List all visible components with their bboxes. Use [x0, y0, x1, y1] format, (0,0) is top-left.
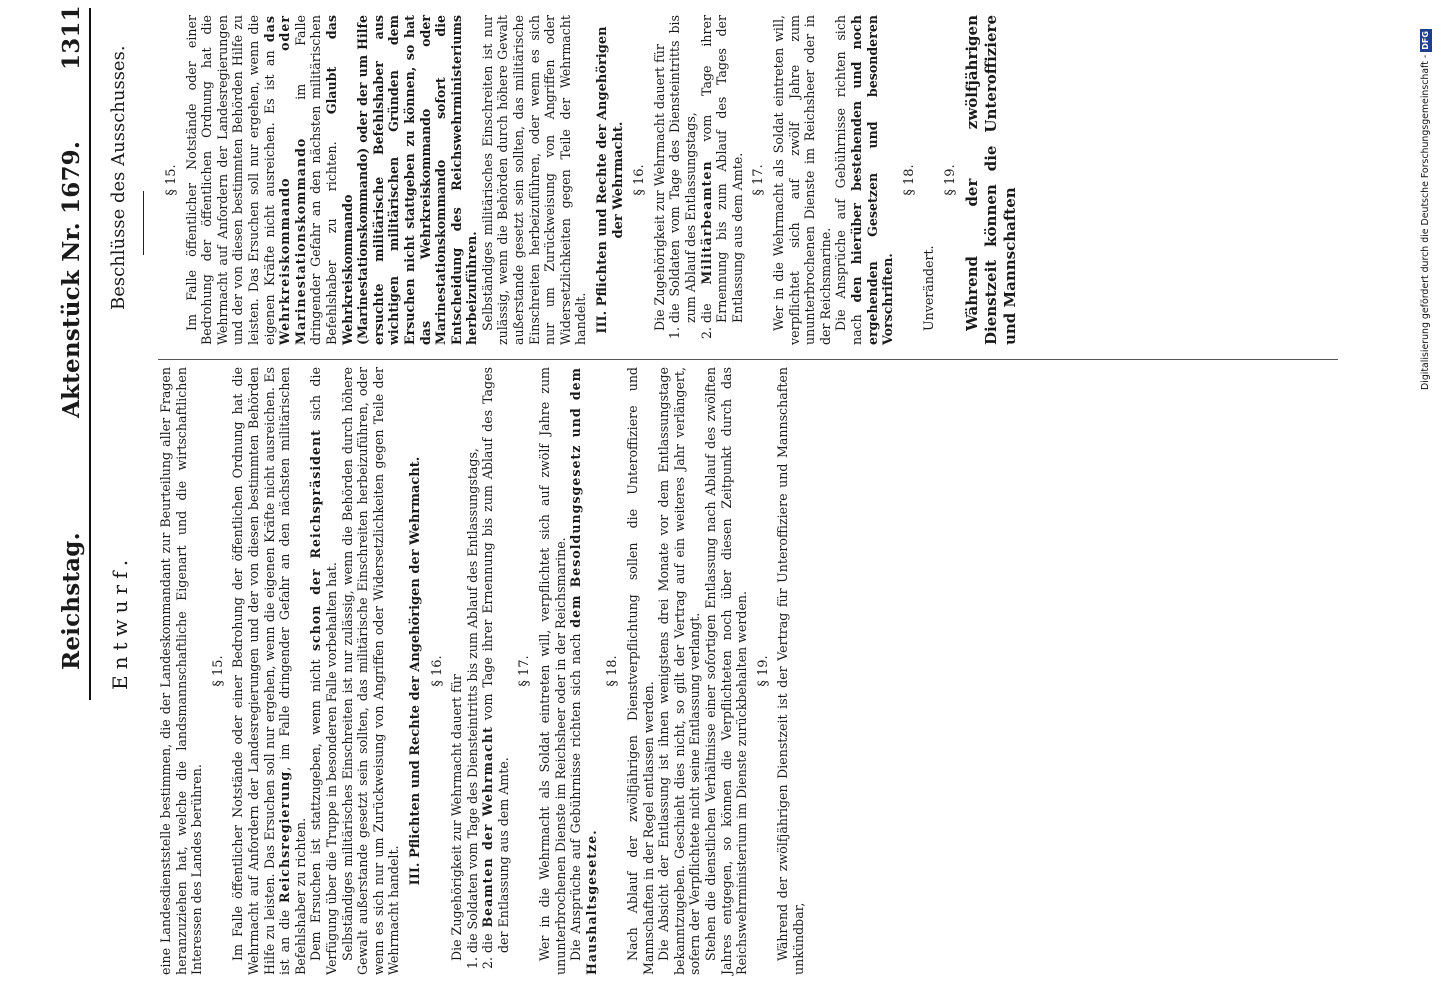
section-18-paragraph-3: Stehen die dienstlichen Verhältnisse einer sofortigen Entlassung nach Ablauf des zwölften Jahres entgegen, so können die Verpflichteten noch über diesen Zeitpunkt durch das Reichswehrministerium im Dienste zurückbehalten werden.	[703, 367, 750, 975]
section-19-paragraph-1: Während der zwölfjährigen Dienstzeit können die Unteroffiziere und Mannschaften	[962, 15, 1019, 345]
left-column	[158, 367, 807, 975]
dfg-logo: DFG	[1420, 31, 1430, 50]
right-column	[158, 15, 1020, 345]
section-17-paragraph-2: Die Ansprüche auf Gebührnisse richten sich nach den hierüber bestehenden und noch ergehenden Gesetzen und besonderen Vorschriften.	[833, 15, 896, 345]
section-16-list	[465, 367, 512, 975]
section-17-paragraph-1: Wer in die Wehrmacht als Soldat eintreten will, verpflichtet sich auf zwölf Jahre zum ununterbrochenen Dienste im Reichsheer oder in der Reichsmarine.	[537, 367, 568, 975]
intro-paragraph: eine Landesdienststelle bestimmen, die der Landeskommandant zur Beurteilung aller Fragen heranzuziehen hat, welche die landsmannschaftliche Eigenart und die wirtschaftlichen Interessen des Landes berühren.	[158, 367, 205, 975]
column-divider	[158, 359, 1338, 360]
header-rule	[89, 8, 91, 700]
list-item: 1. die Soldaten vom Tage des Diensteintritts bis zum Ablauf des Entlassungstags,	[465, 367, 481, 953]
section-15-paragraph-2: Selbständiges militärisches Einschreiten ist nur zulässig, wenn die Behörden durch höhere Gewalt außerstande gesetzt sein sollten, das militärische Einschreiten herbeizuführen, oder wenn es sich nur um Zurückweisung von Angriffen oder Widersetzlichkeiten gegen Teile der Wehrmacht handelt.	[479, 15, 589, 345]
section-15-paragraph-2: Dem Ersuchen ist stattzugeben, wenn nicht schon der Reichspräsident sich die Verfügung über die Truppe in besonderen Falle vorbehalten hat.	[308, 367, 339, 975]
header-center: Aktenstück Nr. 1679.	[58, 140, 85, 418]
right-column-title: Beschlüsse des Ausschusses.	[108, 45, 129, 310]
header-left: Reichstag.	[58, 532, 85, 670]
list-item: 1. die Soldaten vom Tage des Diensteintritts bis zum Ablauf des Entlassungstags,	[667, 15, 698, 323]
title-rule	[143, 191, 144, 255]
section-18-paragraph-2: Die Absicht der Entlassung ist ihnen wenigstens drei Monate vor dem Entlassungstage bekanntzugeben. Geschieht dies nicht, so gilt der Vertrag auf ein weiteres Jahr verlängert, sofern der Verpflichtete nicht seine Entlassung verlangt.	[656, 367, 703, 975]
left-column-title: Entwurf.	[108, 553, 132, 690]
section-15-paragraph-3: Selbständiges militärisches Einschreiten ist nur zulässig, wenn die Behörden durch höhere Gewalt außerstande gesetzt sein sollten, das militärische Einschreiten herbeizuführen, oder wenn es sich nur um Zurückweisung von Angriffen oder Widersetzlichkeiten gegen Teile der Wehrmacht handelt.	[339, 367, 402, 975]
list-item: 2. die Beamten der Wehrmacht vom Tage ihrer Ernennung bis zum Ablauf des Tages der Entlassung aus dem Amte.	[480, 367, 511, 953]
section-18-heading: § 18.	[605, 655, 621, 687]
section-15-paragraph-1: Im Falle öffentlicher Notstände oder einer Bedrohung der öffentlichen Ordnung hat die Wehrmacht auf Anfordern der Landesregierungen und der von diesen bestimmten Behörden Hilfe zu leisten. Das Ersuchen soll nur ergehen, wenn die eigenen Kräfte nicht ausreichen. Es ist an das Wehrkreiskommando oder Marinestationskommando im Falle dringender Gefahr an den nächsten militärischen Befehlshaber zu richten. Glaubt das Wehrkreiskommando (Marinestationskommando) oder der um Hilfe ersuchte militärische Befehlshaber aus wichtigen militärischen Gründen dem Ersuchen nicht stattgeben zu können, so hat das Wehrkreiskommando oder Marinestationskommando sofort die Entscheidung des Reichswehrministeriums herbeizuführen.	[183, 15, 480, 345]
section-17-paragraph-2: Die Ansprüche auf Gebührnisse richten sich nach dem Besoldungsgesetz und dem Haushaltsgesetze.	[568, 367, 599, 975]
page-number: 1311	[58, 5, 85, 70]
section-17-heading: § 17.	[517, 655, 533, 687]
section-15-paragraph-1: Im Falle öffentlicher Notstände oder einer Bedrohung der öffentlichen Ordnung hat die Wehrmacht auf Anfordern der Landesregierungen und der von diesen bestimmten Behörden Hilfe zu leisten. Das Ersuchen soll nur ergehen, wenn die eigenen Kräfte nicht ausreichen. Es ist an die Reichsregierung, im Falle dringender Gefahr an den nächsten militärischen Befehlshaber zu richten.	[230, 367, 308, 975]
section-19-paragraph-1: Während der zwölfjährigen Dienstzeit ist der Vertrag für Unteroffiziere und Mannschaften unkündbar,	[775, 367, 806, 975]
digitization-notice	[1412, 10, 1432, 390]
section-16-heading: § 16.	[429, 655, 445, 687]
section-17-paragraph-1: Wer in die Wehrmacht als Soldat eintreten will, verpflichtet sich auf zwölf Jahre zum ununterbrochenen Dienste im Reichsheer oder in der Reichsmarine.	[770, 15, 833, 345]
list-item: 2. die Militärbeamten vom Tage ihrer Ernennung bis zum Ablauf des Tages der Entlassung aus dem Amte.	[699, 15, 746, 323]
section-16-heading: § 16.	[632, 164, 648, 196]
section-16-intro: Die Zugehörigkeit zur Wehrmacht dauert für	[651, 44, 667, 331]
section-15-heading: § 15.	[210, 655, 226, 687]
section-18-paragraph-1: Nach Ablauf der zwölfjährigen Dienstverpflichtung sollen die Unteroffiziere und Mannschaften in der Regel entlassen werden.	[625, 367, 656, 975]
section-16-intro: Die Zugehörigkeit zur Wehrmacht dauert für	[449, 674, 465, 961]
section-15-heading: § 15.	[164, 164, 179, 196]
section-19-heading: § 19.	[755, 655, 771, 687]
section-iii-heading: III. Pflichten und Rechte der Angehörigen der Wehrmacht.	[595, 26, 626, 334]
section-18-heading: § 18.	[901, 164, 917, 196]
section-16-list	[667, 15, 745, 345]
section-17-heading: § 17.	[751, 164, 767, 196]
section-18-paragraph-1: Unverändert.	[921, 245, 937, 331]
section-19-heading: § 19.	[942, 164, 958, 196]
section-iii-heading: III. Pflichten und Rechte der Angehörigen der Wehrmacht.	[407, 456, 423, 886]
digitization-text: Digitalisierung gefördert durch die Deutsche Forschungsgemeinschaft -	[1420, 54, 1431, 390]
